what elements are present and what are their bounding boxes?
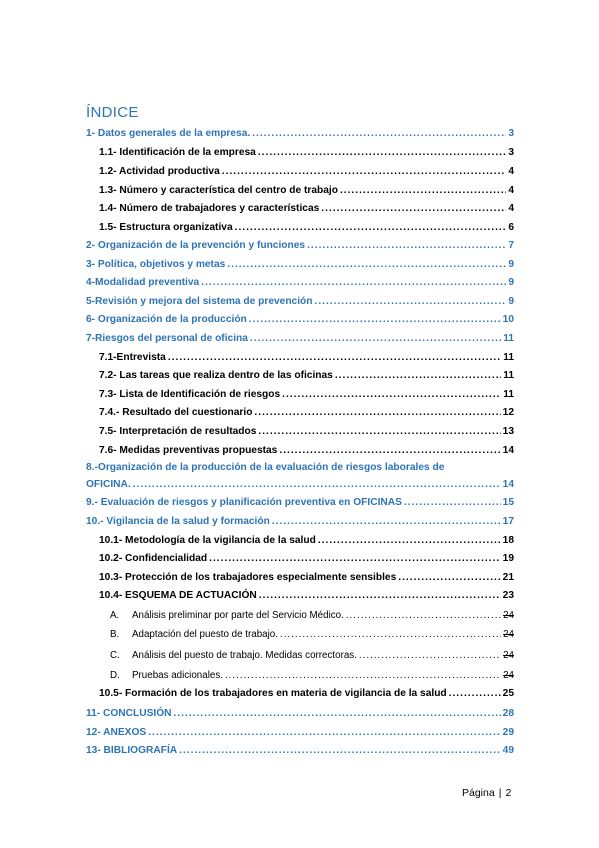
toc-entry-9[interactable]: 9.- Evaluación de riesgos y planificación preventiva en OFICINAS ..... 15	[86, 497, 514, 509]
toc-entry-7-5[interactable]: 7.5- Interpretación de resultados ..... 13	[99, 426, 514, 438]
toc-entry-12[interactable]: 12- ANEXOS ..... 29	[86, 727, 514, 739]
toc-entry-10-5[interactable]: 10.5- Formación de los trabajadores en materia de vigilancia de la salud ..... 25	[99, 688, 514, 700]
toc-entry-10-4-c[interactable]: C. Análisis del puesto de trabajo. Medidas correctoras. ..... 24	[110, 650, 514, 662]
toc-entry-10[interactable]: 10.- Vigilancia de la salud y formación ..... 17	[86, 516, 514, 528]
toc-entry-7[interactable]: 7-Riesgos del personal de oficina ..... 11	[86, 333, 514, 345]
toc-entry-7-2[interactable]: 7.2- Las tareas que realiza dentro de las oficinas ..... 11	[99, 370, 514, 382]
toc-entry-1-4[interactable]: 1.4- Número de trabajadores y características ..... 4	[99, 203, 514, 215]
toc-entry-10-4-b[interactable]: B. Adaptación del puesto de trabajo. ..... 24	[110, 629, 514, 641]
toc-entry-1-5[interactable]: 1.5- Estructura organizativa ..... 6	[99, 222, 514, 234]
toc-entry-6[interactable]: 6- Organización de la producción ..... 10	[86, 314, 514, 326]
toc-entry-7-3[interactable]: 7.3- Lista de Identificación de riesgos ..... 11	[99, 389, 514, 401]
toc-entry-7-6[interactable]: 7.6- Medidas preventivas propuestas ..... 14	[99, 445, 514, 457]
page-footer	[462, 787, 511, 799]
footer-separator: |	[498, 787, 502, 799]
toc-entry-10-3[interactable]: 10.3- Protección de los trabajadores especialmente sensibles ..... 21	[99, 572, 514, 584]
toc-entry-1-2[interactable]: 1.2- Actividad productiva ..... 4	[99, 166, 514, 178]
toc-entry-2[interactable]: 2- Organización de la prevención y funciones ..... 7	[86, 240, 514, 252]
toc-entry-10-4-a[interactable]: A. Análisis preliminar por parte del Servicio Médico. ..... 24	[110, 610, 514, 622]
toc-entry-10-4[interactable]: 10.4- ESQUEMA DE ACTUACIÓN ..... 23	[99, 590, 514, 602]
toc-entry-3[interactable]: 3- Política, objetivos y metas ..... 9	[86, 259, 514, 271]
toc-entry-1[interactable]: 1- Datos generales de la empresa. ..... 3	[86, 128, 514, 140]
toc-entry-7-4[interactable]: 7.4.- Resultado del cuestionario ..... 12	[99, 407, 514, 419]
toc-entry-10-4-d[interactable]: D. Pruebas adicionales. ..... 24	[110, 670, 514, 682]
toc-entry-4[interactable]: 4-Modalidad preventiva ..... 9	[86, 277, 514, 289]
toc-title: ÍNDICE	[86, 104, 139, 121]
toc-entry-1-3[interactable]: 1.3- Número y característica del centro de trabajo ..... 4	[99, 185, 514, 197]
toc-entry-5[interactable]: 5-Revisión y mejora del sistema de prevención ..... 9	[86, 296, 514, 308]
toc-entry-7-1[interactable]: 7.1-Entrevista ..... 11	[99, 352, 514, 364]
page-label: Página	[462, 787, 495, 799]
page-number: 2	[505, 787, 512, 799]
toc-entry-13[interactable]: 13- BIBLIOGRAFÍA ..... 49	[86, 745, 514, 757]
toc-entry-8[interactable]: 8.-Organización de la producción de la evaluación de riesgos laborales de OFICINA. ..... 14	[86, 462, 514, 491]
toc-entry-10-1[interactable]: 10.1- Metodología de la vigilancia de la salud ..... 18	[99, 535, 514, 547]
toc-entry-11[interactable]: 11- CONCLUSIÓN ..... 28	[86, 708, 514, 720]
toc-entry-10-2[interactable]: 10.2- Confidencialidad ..... 19	[99, 553, 514, 565]
toc-entry-1-1[interactable]: 1.1- Identificación de la empresa ..... 3	[99, 147, 514, 159]
